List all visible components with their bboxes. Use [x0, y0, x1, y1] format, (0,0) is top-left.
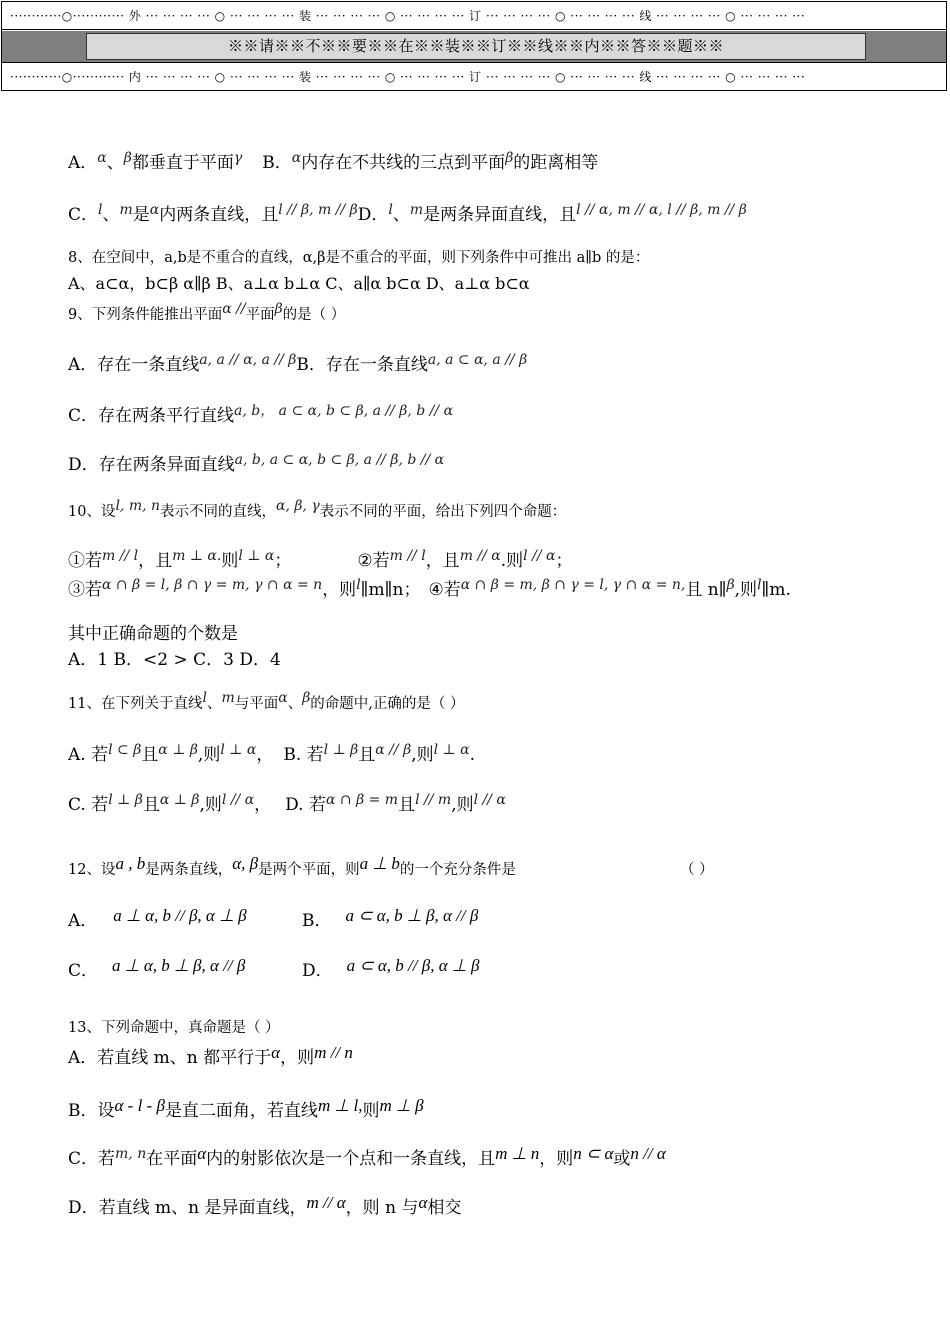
q10-question: 其中正确命题的个数是 [68, 624, 238, 644]
text: A．若直线 m、n 都平行于 [68, 1048, 272, 1068]
math: α, β [232, 854, 259, 873]
math: l ⊥ α [220, 742, 257, 758]
math: α [291, 150, 302, 166]
math: m [221, 690, 235, 706]
text: 平面 [245, 307, 275, 323]
q12-d-label: D． [302, 961, 333, 981]
text: 10、设 [68, 504, 116, 520]
q12-row-b [302, 906, 478, 931]
text: 的距离相等 [513, 153, 599, 173]
text: 内存在不共线的三点到平面 [301, 153, 506, 173]
text: 、 [102, 205, 120, 225]
text: ，且 [138, 551, 173, 571]
math: α // β [375, 742, 412, 758]
math: a ⊥ b [359, 854, 400, 873]
q10-props-12 [68, 546, 572, 571]
math: m [409, 202, 424, 218]
math: a, a ⊂ α, a // β [427, 352, 528, 368]
q13-row-c [68, 1144, 666, 1169]
text: ,则 [734, 580, 758, 600]
math: l ⊥ β [323, 742, 359, 758]
math: β [302, 690, 311, 706]
math: α ⊥ β [159, 792, 200, 808]
math: l [757, 577, 762, 593]
q9-row-c [68, 401, 453, 426]
math: a, b, a ⊂ α, b ⊂ β, a // β, b // α [234, 452, 445, 468]
math: a ⊥ α, b ⊥ β, α // β [112, 956, 246, 975]
math: m // l [102, 548, 139, 564]
math: l [388, 202, 393, 218]
q13-row-d [68, 1193, 461, 1218]
text: ③若 [68, 580, 102, 600]
math: l // α [221, 792, 255, 808]
text: B．设 [68, 1101, 115, 1121]
text: .则 [500, 551, 524, 571]
q11-row-ab [68, 740, 475, 765]
text: 、 [206, 696, 222, 712]
q8-options: A、a⊂α，b⊂β α∥β B、a⊥α b⊥α C、a∥α b⊂α D、a⊥α b⊂α [68, 274, 530, 293]
text: 是两个平面，则 [258, 862, 360, 878]
text: 且 n∥ [685, 580, 727, 600]
q13-row-b [68, 1096, 424, 1121]
math: l // α, m // α, l // β, m // β [576, 202, 747, 218]
math: a, b， a ⊂ α, b ⊂ β, a // β, b // α [234, 403, 454, 419]
math: l ⊥ α [433, 742, 470, 758]
text: ，则 [539, 1149, 574, 1169]
text: 都垂直于平面 [131, 153, 234, 173]
math: α // [222, 301, 246, 317]
text: 且 [141, 745, 159, 765]
math: α [149, 202, 160, 218]
text: 、 [287, 696, 303, 712]
math: β [123, 150, 132, 166]
math: n // α [630, 1144, 666, 1163]
math: α ∩ β = m, β ∩ γ = l, γ ∩ α = n, [460, 577, 686, 593]
text: ， [256, 745, 274, 765]
text: 表示不同的平面，给出下列四个命题： [319, 504, 567, 520]
inner-binding-line: ············○············ 内 ··· ··· ··· ··· ○ ··· ··· ··· ··· 装 ··· ··· ··· ··· ○ ··· ··· ··· ··· 订 ··· ··· ··· ··· ○ ··· ··· ··· ··· 线 ··· ··· ··· ··· ○ ··· ··· ··· ··· [2, 62, 946, 90]
math: γ [233, 150, 243, 166]
text: D．若直线 m、n 是异面直线， [68, 1198, 307, 1218]
text: A. 若 [68, 745, 109, 765]
text: . [469, 745, 475, 765]
text: 、 [392, 205, 410, 225]
text: 且 [398, 795, 416, 815]
math: a ⊥ α, b // β, α ⊥ β [113, 906, 247, 925]
math: n ⊂ α [573, 1144, 614, 1163]
text: 是两条异面直线，且 [423, 205, 577, 225]
math: α ∩ β = l, β ∩ γ = m, γ ∩ α = n [102, 577, 323, 593]
q12-stem [68, 854, 516, 879]
text: 则 [221, 551, 239, 571]
text: 是 [132, 205, 150, 225]
q12-answer-paren: （ ） [680, 862, 714, 878]
text: ，则 n 与 [345, 1198, 419, 1218]
math: m ⊥ α. [172, 548, 222, 564]
math: α [418, 1193, 428, 1212]
outer-binding-line: ············○············ 外 ··· ··· ··· ··· ○ ··· ··· ··· ··· 装 ··· ··· ··· ··· ○ ··· ··· ··· ··· 订 ··· ··· ··· ··· ○ ··· ··· ··· ··· 线 ··· ··· ··· ··· ○ ··· ··· ··· ··· [2, 2, 946, 30]
math: α - l - β [114, 1096, 165, 1115]
text: ，则 [280, 1048, 315, 1068]
text: 是直二面角，若直线 [164, 1101, 318, 1121]
math: α [97, 150, 107, 166]
math: β [274, 301, 283, 317]
q12-row-ab [68, 906, 247, 931]
q9-stem [68, 303, 345, 324]
text: D. 若 [285, 795, 326, 815]
text: 则 [362, 1101, 380, 1121]
q8-stem: 8、在空间中，a,b是不重合的直线，α,β是不重合的平面，则下列条件中可推出 a∥b 的是： [68, 250, 650, 266]
q7-a-label: A． [68, 153, 98, 173]
math: l // m [415, 792, 452, 808]
math: a ⊂ α, b // β, α ⊥ β [346, 956, 480, 975]
text: 在平面 [146, 1149, 198, 1169]
text: 是两条直线， [145, 862, 233, 878]
q9-c-text: C．存在两条平行直线 [68, 406, 235, 426]
math: α, β, γ [276, 498, 320, 514]
text: B. 若 [283, 745, 324, 765]
q13-stem: 13、下列命题中，真命题是（ ） [68, 1020, 280, 1036]
math: l ⊂ β [108, 742, 142, 758]
q7-b-label: B． [262, 153, 292, 173]
text: 9、下列条件能推出平面 [68, 307, 223, 323]
text: ①若 [68, 551, 102, 571]
q10-props-34 [68, 575, 791, 600]
math: α [197, 1144, 207, 1163]
q7-row-cd [68, 200, 747, 225]
text: ,则 [197, 745, 221, 765]
math: m ⊥ β [379, 1096, 424, 1115]
math: l [356, 577, 361, 593]
q12-b-label: B． [302, 911, 332, 931]
math: l ⊥ β [108, 792, 143, 808]
text: ②若 [357, 551, 390, 571]
text: ④若 [428, 580, 461, 600]
math: m, n [115, 1146, 147, 1162]
math: m // l [389, 548, 426, 564]
text: 的命题中,正确的是（ ） [310, 696, 465, 712]
q12-c-label: C． [68, 961, 99, 981]
text: 且 [358, 745, 376, 765]
text: ,则 [199, 795, 222, 815]
math: m // n [314, 1043, 353, 1062]
math: l [202, 690, 207, 706]
no-answer-notice: ※※请※※不※※要※※在※※装※※订※※线※※内※※答※※题※※ [86, 33, 866, 60]
text: 内的射影依次是一个点和一条直线，且 [206, 1149, 496, 1169]
text: 、 [106, 153, 124, 173]
q12-a-label: A． [68, 911, 98, 931]
text: 的是（ ） [282, 307, 346, 323]
q10-stem [68, 500, 566, 521]
q9-row-ab [68, 350, 527, 375]
math: a, a // α, a // β [199, 352, 297, 368]
text: 内两条直线，且 [159, 205, 279, 225]
text: C．若 [68, 1149, 116, 1169]
text: 12、设 [68, 862, 116, 878]
q12-row-c [68, 956, 245, 981]
text: ∥m∥n； [360, 580, 421, 600]
math: l, m, n [115, 498, 161, 514]
text: 或 [613, 1149, 631, 1169]
text: 11、在下列关于直线 [68, 696, 203, 712]
q7-c-label: C． [68, 205, 99, 225]
math: a , b [115, 854, 146, 873]
text: ∥m. [761, 580, 791, 600]
q12-row-d [302, 956, 479, 981]
q11-stem [68, 692, 465, 713]
math: l // α [523, 548, 556, 564]
math: β [505, 150, 514, 166]
q9-a-text: A．存在一条直线 [68, 355, 200, 375]
math: m // α [306, 1193, 346, 1212]
q13-row-a [68, 1043, 353, 1068]
math: m ⊥ l, [317, 1096, 363, 1115]
q7-d-label: D． [357, 205, 389, 225]
text: ,则 [411, 745, 434, 765]
math: α ⊥ β [158, 742, 198, 758]
math: m // α [459, 548, 501, 564]
math: m ⊥ n [495, 1144, 540, 1163]
binding-strip [1, 1, 947, 91]
math: α [278, 690, 288, 706]
q11-row-cd [68, 790, 506, 815]
text: 表示不同的直线， [160, 504, 277, 520]
text: 相交 [427, 1198, 462, 1218]
math: l ⊥ α [238, 548, 275, 564]
text: ,则 [451, 795, 474, 815]
q9-d-text: D．存在两条异面直线 [68, 455, 235, 475]
math: l // α [473, 792, 506, 808]
q9-row-d [68, 450, 444, 475]
text: ，则 [322, 580, 357, 600]
text: ； [555, 551, 573, 571]
text: ， [254, 795, 272, 815]
math: l [98, 202, 103, 218]
text: 与平面 [234, 696, 279, 712]
q7-row-ab [68, 148, 598, 173]
math: β [726, 577, 735, 593]
text: ，且 [425, 551, 460, 571]
math: m [119, 202, 133, 218]
math: α ∩ β = m [326, 792, 399, 808]
text: 的一个充分条件是 [399, 862, 516, 878]
text: 且 [142, 795, 160, 815]
text: ； [274, 551, 292, 571]
math: l // β, m // β [278, 202, 358, 218]
math: a ⊂ α, b ⊥ β, α // β [345, 906, 479, 925]
math: α [271, 1043, 281, 1062]
q10-options: A．1 B．<2 > C．3 D．4 [68, 650, 281, 670]
notice-band [2, 31, 946, 62]
q9-b-text: B．存在一条直线 [296, 355, 428, 375]
text: C. 若 [68, 795, 109, 815]
